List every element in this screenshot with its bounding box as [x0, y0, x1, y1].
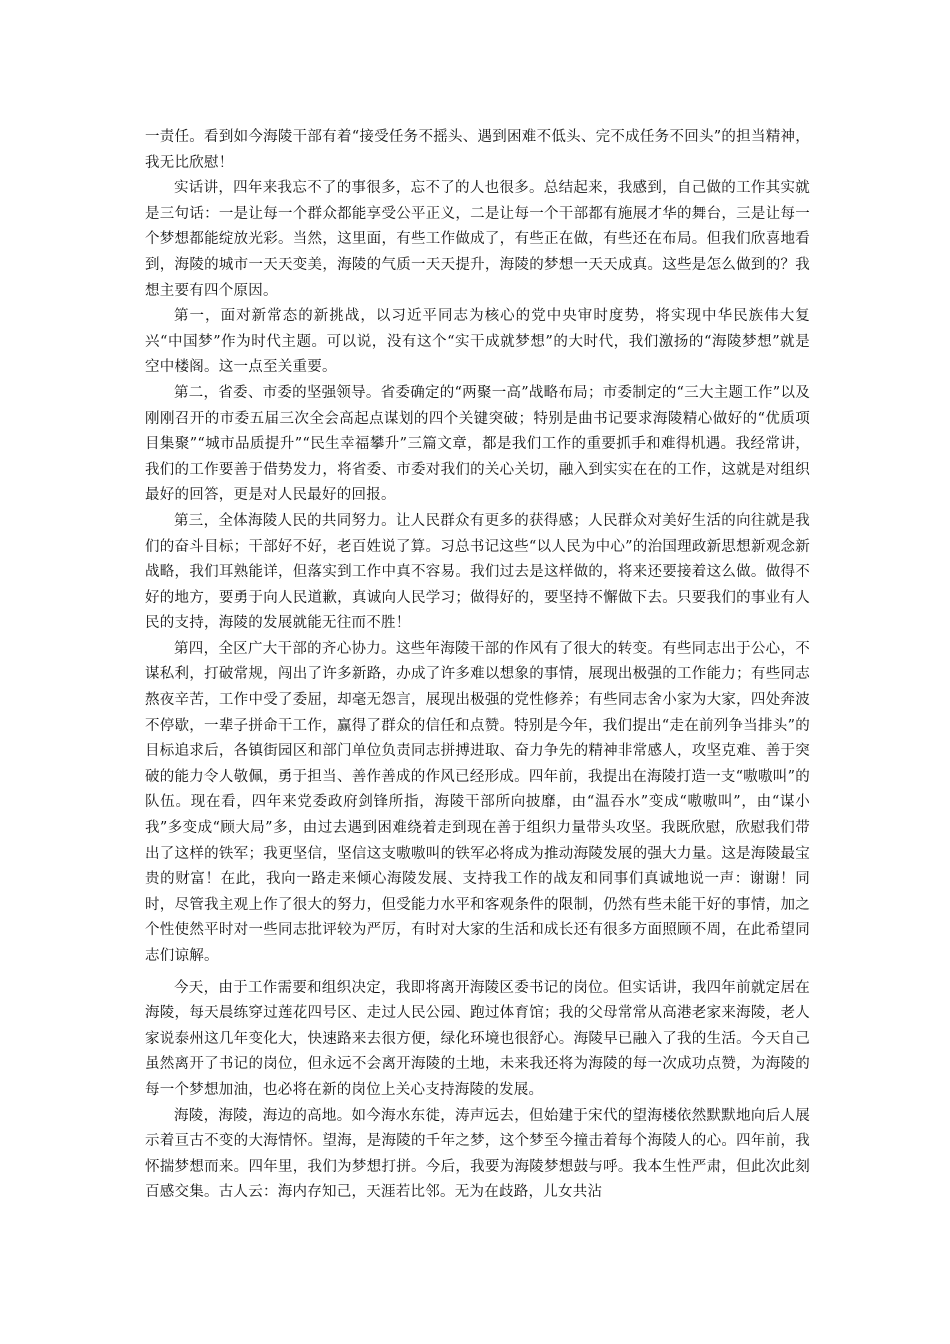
paragraph-continued-responsibility: 一责任。看到如今海陵干部有着“接受任务不摇头、遇到困难不低头、完不成任务不回头”的担当精神，我无比欣慰！ — [145, 129, 810, 171]
paragraph-reason-two: 第二，省委、市委的坚强领导。省委确定的“两聚一高”战略布局；市委制定的“三大主题工作”以及刚刚召开的市委五届三次全会高起点谋划的四个关键突破；特别是曲书记要求海陵精心做好的“优质项目集聚”“城市品质提升”“民生幸福攀升”三篇文章，都是我们工作的重要抓手和难得机遇。我经常讲，我们的工作要善于借势发力，将省委、市委对我们的关心关切，融入到实实在在的工作，这就是对组织最好的回答，更是对人民最好的回报。 — [145, 384, 810, 504]
paragraph-hailing-dream: 海陵，海陵，海边的高地。如今海水东徙，涛声远去，但始建于宋代的望海楼依然默默地向后人展示着亘古不变的大海情怀。望海，是海陵的千年之梦，这个梦至今撞击着每个海陵人的心。四年前，我怀揣梦想而来。四年里，我们为梦想打拼。今后，我要为海陵梦想鼓与呼。我本生性严肃，但此次此刻百感交集。古人云：海内存知己，天涯若比邻。无为在歧路，儿女共沾 — [145, 1107, 810, 1201]
paragraph-reason-one: 第一，面对新常态的新挑战，以习近平同志为核心的党中央审时度势，将实现中华民族伟大复兴“中国梦”作为时代主题。可以说，没有这个“实干成就梦想”的大时代，我们激扬的“海陵梦想”就是空中楼阁。这一点至关重要。 — [145, 308, 810, 376]
document-body — [145, 125, 810, 1206]
paragraph-leaving-post: 今天，由于工作需要和组织决定，我即将离开海陵区委书记的岗位。但实话讲，我四年前就定居在海陵，每天晨练穿过莲花四号区、走过人民公园、跑过体育馆；我的父母常常从高港老家来海陵，老人家说泰州这几年变化大，快速路来去很方便，绿化环境也很舒心。海陵早已融入了我的生活。今天自己虽然离开了书记的岗位，但永远不会离开海陵的土地，未来我还将为海陵的每一次成功点赞，为海陵的每一个梦想加油，也必将在新的岗位上关心支持海陵的发展。 — [145, 979, 810, 1098]
paragraph-reason-four: 第四，全区广大干部的齐心协力。这些年海陵干部的作风有了很大的转变。有些同志出于公心，不谋私利，打破常规，闯出了许多新路，办成了许多难以想象的事情，展现出极强的工作能力；有些同志熬夜辛苦，工作中受了委屈，却毫无怨言，展现出极强的党性修养；有些同志舍小家为大家，四处奔波不停歇，一辈子拼命干工作，赢得了群众的信任和点赞。特别是今年，我们提出“走在前列争当排头”的目标追求后，各镇街园区和部门单位负责同志拼搏进取、奋力争先的精神非常感人，攻坚克难、善于突破的能力令人敬佩，勇于担当、善作善成的作风已经形成。四年前，我提出在海陵打造一支“嗷嗷叫”的队伍。现在看，四年来党委政府剑锋所指，海陵干部所向披靡，由“温吞水”变成“嗷嗷叫”，由“谋小我”多变成“顾大局”多，由过去遇到困难绕着走到现在善于组织力量带头攻坚。我既欣慰，欣慰我们带出了这样的铁军；我更坚信，坚信这支嗷嗷叫的铁军必将成为推动海陵发展的强大力量。这是海陵最宝贵的财富！在此，我向一路走来倾心海陵发展、支持我工作的战友和同事们真诚地说一声：谢谢！同时，尽管我主观上作了很大的努力，但受能力水平和客观条件的限制，仍然有些未能干好的事情，加之个性使然平时对一些同志批评较为严厉，有时对大家的生活和成长还有很多方面照顾不周，在此希望同志们谅解。 — [145, 640, 810, 964]
paragraph-three-sentences: 实话讲，四年来我忘不了的事很多，忘不了的人也很多。总结起来，我感到，自己做的工作其实就是三句话：一是让每一个群众都能享受公平正义，二是让每一个干部都有施展才华的舞台，三是让每一个梦想都能绽放光彩。当然，这里面，有些工作做成了，有些正在做，有些还在布局。但我们欣喜地看到，海陵的城市一天天变美，海陵的气质一天天提升，海陵的梦想一天天成真。这些是怎么做到的？我想主要有四个原因。 — [145, 180, 810, 299]
paragraph-reason-three: 第三，全体海陵人民的共同努力。让人民群众有更多的获得感；人民群众对美好生活的向往就是我们的奋斗目标；干部好不好，老百姓说了算。习总书记这些“以人民为中心”的治国理政新思想新观念新战略，我们耳熟能详，但落实到工作中真不容易。我们过去是这样做的，将来还要接着这么做。做得不好的地方，要勇于向人民道歉，真诚向人民学习；做得好的，要坚持不懈做下去。只要我们的事业有人民的支持，海陵的发展就能无往而不胜！ — [145, 512, 810, 632]
